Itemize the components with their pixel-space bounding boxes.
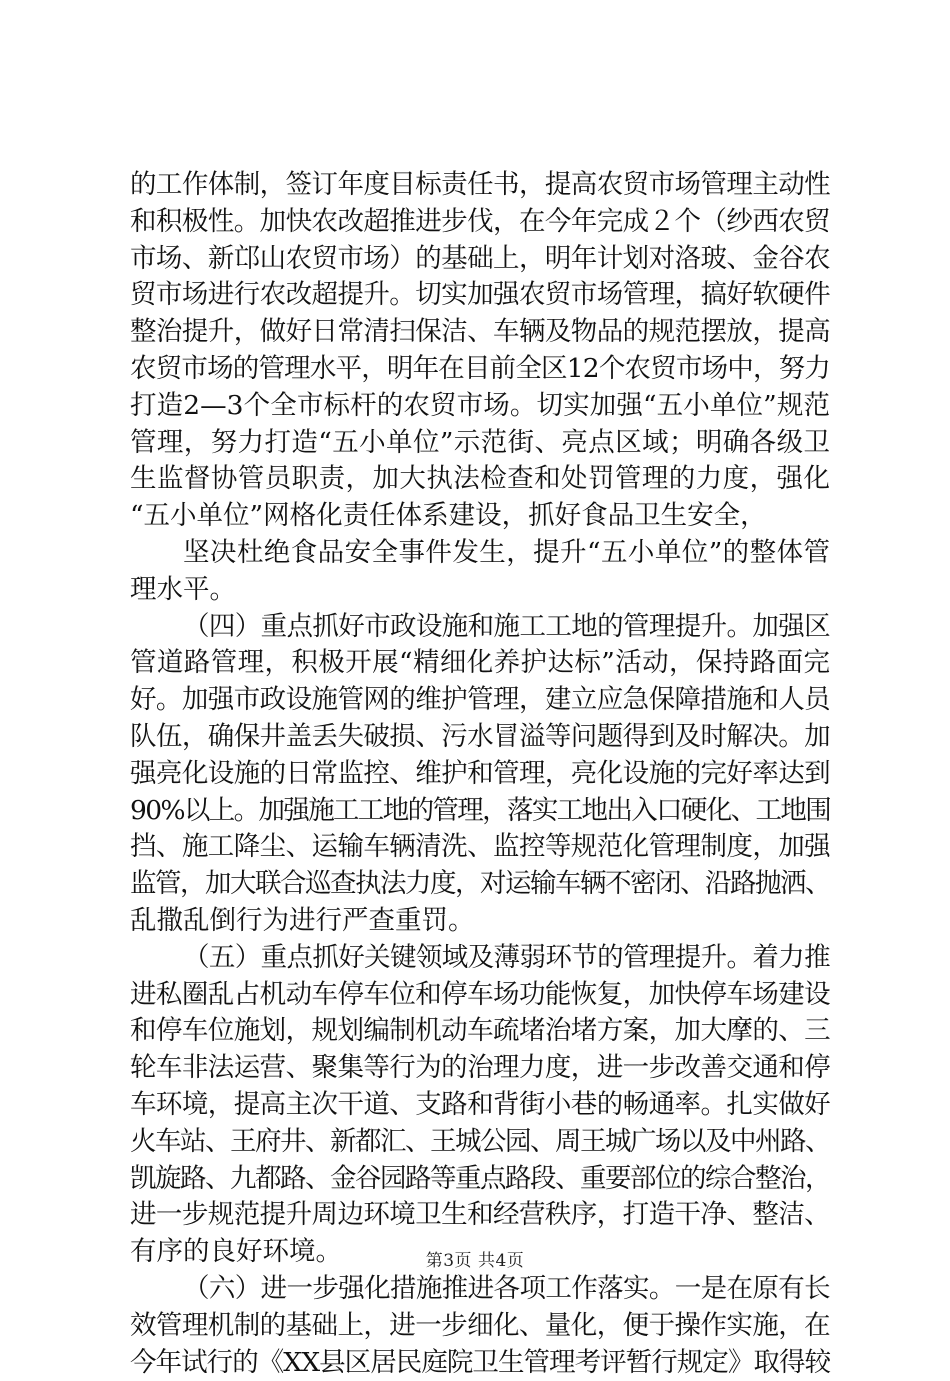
text-line: 好。加强市政设施管网的维护管理，建立应急保障措施和人员 — [130, 682, 830, 719]
text-line: 坚决杜绝食品安全事件发生，提升“五小单位”的整体管 — [130, 535, 830, 572]
text-line: 管道路管理，积极开展“精细化养护达标”活动，保持路面完 — [130, 645, 830, 682]
text-line: 监管，加大联合巡查执法力度，对运输车辆不密闭、沿路抛洒、 — [130, 866, 830, 903]
text-line: 进私圈乱占机动车停车位和停车场功能恢复，加快停车场建设 — [130, 977, 830, 1014]
text-line: 今年试行的《XX县区居民庭院卫生管理考评暂行规定》取得较 — [130, 1345, 830, 1381]
text-line: 和停车位施划，规划编制机动车疏堵治堵方案，加大摩的、三 — [130, 1013, 830, 1050]
text-line: 市场、新邙山农贸市场）的基础上，明年计划对洛玻、金谷农 — [130, 241, 830, 278]
text-line: 效管理机制的基础上，进一步细化、量化，便于操作实施，在 — [130, 1308, 830, 1345]
text-line: 火车站、王府井、新都汇、王城公园、周王城广场以及中州路、 — [130, 1124, 830, 1161]
text-line: 队伍，确保井盖丢失破损、污水冒溢等问题得到及时解决。加 — [130, 719, 830, 756]
text-line: 乱撒乱倒行为进行严查重罚。 — [130, 903, 830, 940]
text-line: 凯旋路、九都路、金谷园路等重点路段、重要部位的综合整治， — [130, 1161, 830, 1198]
text-line: 强亮化设施的日常监控、维护和管理，亮化设施的完好率达到 — [130, 756, 830, 793]
text-line: 整治提升，做好日常清扫保洁、车辆及物品的规范摆放，提高 — [130, 314, 830, 351]
text-line: 有序的良好环境。 — [130, 1234, 830, 1271]
text-line: 轮车非法运营、聚集等行为的治理力度，进一步改善交通和停 — [130, 1050, 830, 1087]
page-footer: 第3页 共4页 — [0, 1246, 950, 1271]
text-line: 进一步规范提升周边环境卫生和经营秩序，打造干净、整洁、 — [130, 1197, 830, 1234]
text-line: 打造2—3个全市标杆的农贸市场。切实加强“五小单位”规范 — [130, 388, 830, 425]
text-line: 农贸市场的管理水平，明年在目前全区12个农贸市场中，努力 — [130, 351, 830, 388]
text-line: 理水平。 — [130, 572, 830, 609]
text-line: 管理，努力打造“五小单位”示范街、亮点区域；明确各级卫 — [130, 425, 830, 462]
text-line: （五）重点抓好关键领域及薄弱环节的管理提升。着力推 — [130, 940, 830, 977]
text-line: 90%以上。加强施工工地的管理，落实工地出入口硬化、工地围 — [130, 793, 830, 830]
document-body — [130, 167, 830, 1381]
text-line: 生监督协管员职责，加大执法检查和处罚管理的力度，强化 — [130, 461, 830, 498]
text-line: （六）进一步强化措施推进各项工作落实。一是在原有长 — [130, 1271, 830, 1308]
text-line: 和积极性。加快农改超推进步伐，在今年完成２个（纱西农贸 — [130, 204, 830, 241]
text-line: （四）重点抓好市政设施和施工工地的管理提升。加强区 — [130, 609, 830, 646]
text-line: 的工作体制，签订年度目标责任书，提高农贸市场管理主动性 — [130, 167, 830, 204]
text-line: 车环境，提高主次干道、支路和背街小巷的畅通率。扎实做好 — [130, 1087, 830, 1124]
text-line: 贸市场进行农改超提升。切实加强农贸市场管理，搞好软硬件 — [130, 277, 830, 314]
text-line: “五小单位”网格化责任体系建设，抓好食品卫生安全， — [130, 498, 830, 535]
text-line: 挡、施工降尘、运输车辆清洗、监控等规范化管理制度，加强 — [130, 829, 830, 866]
